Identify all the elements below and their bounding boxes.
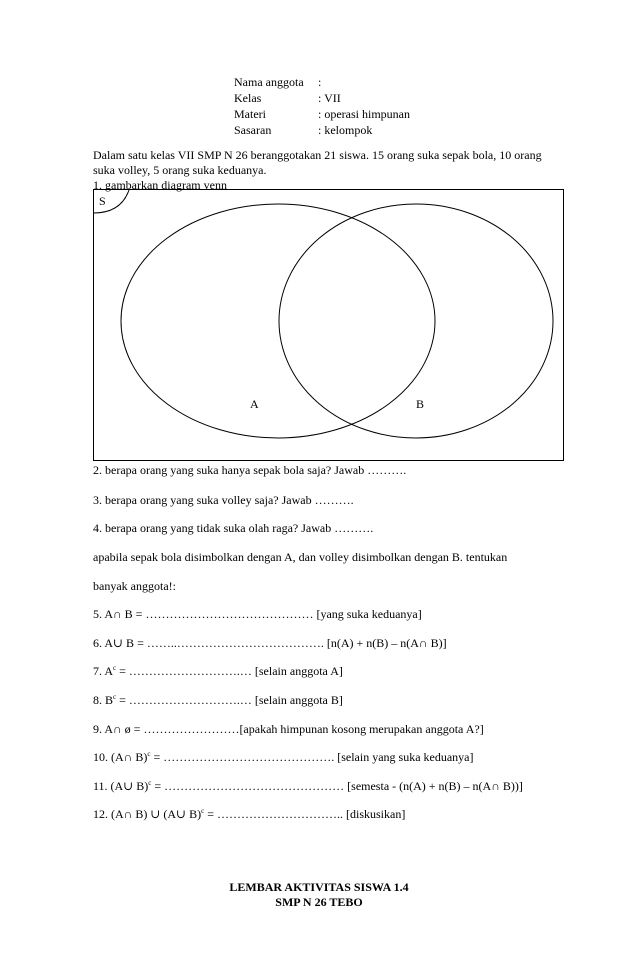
complement-mark: c bbox=[201, 807, 205, 815]
complement-mark: c bbox=[148, 779, 152, 787]
instruction-line-2: banyak anggota!: bbox=[93, 579, 176, 593]
header-value: : kelompok bbox=[318, 123, 373, 137]
intro-paragraph: Dalam satu kelas VII SMP N 26 beranggotakan 21 siswa. 15 orang suka sepak bola, 10 orang suka volley, 5 orang suka keduanya. bbox=[93, 148, 542, 177]
header-row-sasaran bbox=[234, 122, 410, 138]
complement-mark: c bbox=[147, 750, 151, 758]
q11-answer: = ……………………………………… [semesta - (n(A) + n(B) – n(A∩ B))] bbox=[151, 779, 523, 793]
complement-mark: c bbox=[113, 693, 117, 701]
venn-diagram bbox=[93, 189, 564, 462]
header-label: Materi bbox=[234, 107, 266, 121]
question-1: 1. gambarkan diagram venn bbox=[93, 178, 227, 192]
question-8 bbox=[93, 693, 343, 708]
header-value: : VII bbox=[318, 91, 341, 105]
question-12 bbox=[93, 807, 405, 822]
q7-answer: = ……………………….… [selain anggota A] bbox=[116, 664, 343, 678]
question-10 bbox=[93, 750, 474, 765]
universe-box bbox=[94, 190, 564, 461]
question-3: 3. berapa orang yang suka volley saja? Jawab ………. bbox=[93, 493, 354, 507]
header-row-materi bbox=[234, 106, 410, 122]
q10-answer: = ……………………………………. [selain yang suka keduanya] bbox=[150, 750, 474, 764]
header-label: Sasaran bbox=[234, 123, 272, 137]
universe-label: S bbox=[99, 194, 106, 208]
question-5: 5. A∩ B = …………………………………… [yang suka keduanya] bbox=[93, 607, 422, 621]
footer bbox=[0, 880, 638, 910]
header-value: : operasi himpunan bbox=[318, 107, 410, 121]
header-label: Kelas bbox=[234, 91, 262, 105]
set-a-label: A bbox=[250, 397, 259, 411]
question-11 bbox=[93, 779, 523, 794]
q7-set: 7. A bbox=[93, 664, 114, 678]
identity-header bbox=[234, 74, 410, 138]
footer-school: SMP N 26 TEBO bbox=[275, 895, 363, 909]
q8-answer: = ……………………….… [selain anggota B] bbox=[116, 693, 343, 707]
set-b-label: B bbox=[416, 397, 425, 411]
header-label: Nama anggota bbox=[234, 75, 304, 89]
question-7 bbox=[93, 664, 343, 679]
q11-set: 11. (A∪ B) bbox=[93, 779, 149, 793]
header-row-nama bbox=[234, 74, 410, 90]
q12-answer: = ………………………….. [diskusikan] bbox=[204, 807, 406, 821]
question-2: 2. berapa orang yang suka hanya sepak bola saja? Jawab ………. bbox=[93, 463, 407, 477]
set-a-circle bbox=[121, 204, 435, 438]
footer-title: LEMBAR AKTIVITAS SISWA 1.4 bbox=[229, 880, 409, 894]
header-value: : bbox=[318, 75, 322, 89]
q8-set: 8. B bbox=[93, 693, 114, 707]
header-row-kelas bbox=[234, 90, 410, 106]
q10-set: 10. (A∩ B) bbox=[93, 750, 148, 764]
q12-set: 12. (A∩ B) ∪ (A∪ B) bbox=[93, 807, 202, 821]
question-6: 6. A∪ B = ……..………………………………. [n(A) + n(B) – n(A∩ B)] bbox=[93, 636, 447, 650]
question-4: 4. berapa orang yang tidak suka olah raga? Jawab ………. bbox=[93, 521, 374, 535]
complement-mark: c bbox=[113, 664, 117, 672]
instruction-line-1: apabila sepak bola disimbolkan dengan A, dan volley disimbolkan dengan B. tentukan bbox=[93, 550, 508, 564]
question-9: 9. A∩ ø = ……………………[apakah himpunan kosong merupakan anggota A?] bbox=[93, 722, 484, 736]
